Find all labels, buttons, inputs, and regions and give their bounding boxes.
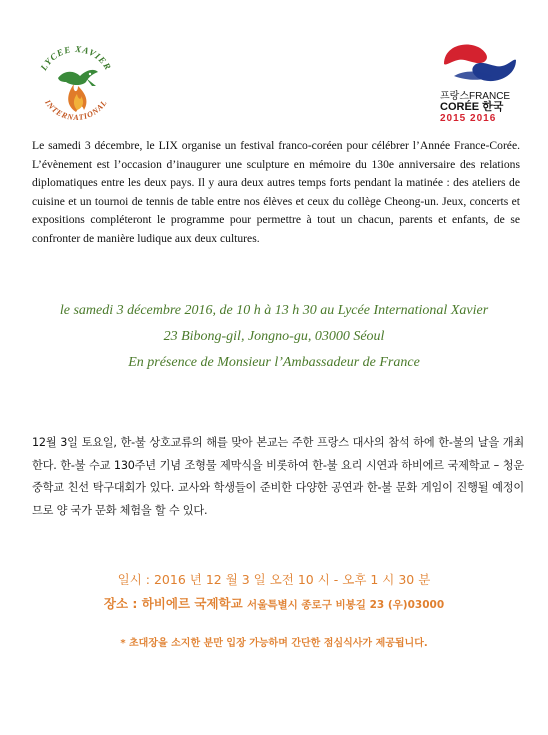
svg-text:INTERNATIONAL: INTERNATIONAL xyxy=(43,98,109,123)
french-address-line: 23 Bibong-gil, Jongno-gu, 03000 Séoul xyxy=(163,329,385,344)
french-date-line: le samedi 3 décembre 2016, de 10 h à 13 h 30 au Lycée International Xavier xyxy=(59,303,489,318)
korean-place-address: 서울특별시 종로구 비봉길 23 (우)03000 xyxy=(247,599,445,611)
korean-event-info xyxy=(20,568,528,653)
french-paragraph: Le samedi 3 décembre, le LIX organise un festival franco-coréen pour célébrer l’Année France-Corée. L’évènement est l’occasion d’inaugurer une sculpture en mémoire du 130e anniversaire des relations diplomatiques entre les deux pays. Il y aura deux autres temps forts pendant la matinée : des ateliers de cuisine et un tournoi de tennis de table entre nos élèves et ceux du collège Cheong-un. Jeux, concerts et expositions compléteront le programme pour permettre à tout un chacun, parents et enfants, de se confronter de manière ludique aux deux cultures. xyxy=(32,139,520,245)
korean-place-line xyxy=(20,592,528,617)
french-event-info xyxy=(20,298,528,376)
france-coree-emblem xyxy=(440,40,520,86)
france-coree-logo xyxy=(440,40,520,124)
lycee-xavier-logo xyxy=(28,34,124,130)
korean-paragraph: 12월 3일 토요일, 한-불 상호교류의 해를 맞아 본교는 주한 프랑스 대사의 참석 하에 한-불의 날을 개최한다. 한-불 수교 130주년 기념 조형물 제막식을 비롯하여 한-불 요리 시연과 하비에르 국제학교 – 청운중학교 친선 탁구대회가 있다. 교사와 학생들이 준비한 다양한 공연과 한-불 문화 게임이 진행될 예정이므로 양 국가 문화 체험을 할 수 있다. xyxy=(32,436,524,517)
fc-line3: 2015 2016 xyxy=(440,113,497,124)
korean-place-label: 장소 : 하비에르 국제학교 xyxy=(103,596,243,611)
svg-text:LYCEE XAVIER: LYCEE XAVIER xyxy=(38,43,114,73)
fc-line2: CORÉE 한국 xyxy=(440,101,504,113)
korean-note: * 초대장을 소지한 분만 입장 가능하며 간단한 점심식사가 제공됩니다. xyxy=(120,638,428,649)
korean-date-line: 일시 : 2016 년 12 월 3 일 오전 10 시 - 오후 1 시 30 분 xyxy=(117,572,431,587)
fc-line1: 프랑스FRANCE xyxy=(440,91,511,102)
french-ambassador-line: En présence de Monsieur l’Ambassadeur de France xyxy=(128,355,420,370)
